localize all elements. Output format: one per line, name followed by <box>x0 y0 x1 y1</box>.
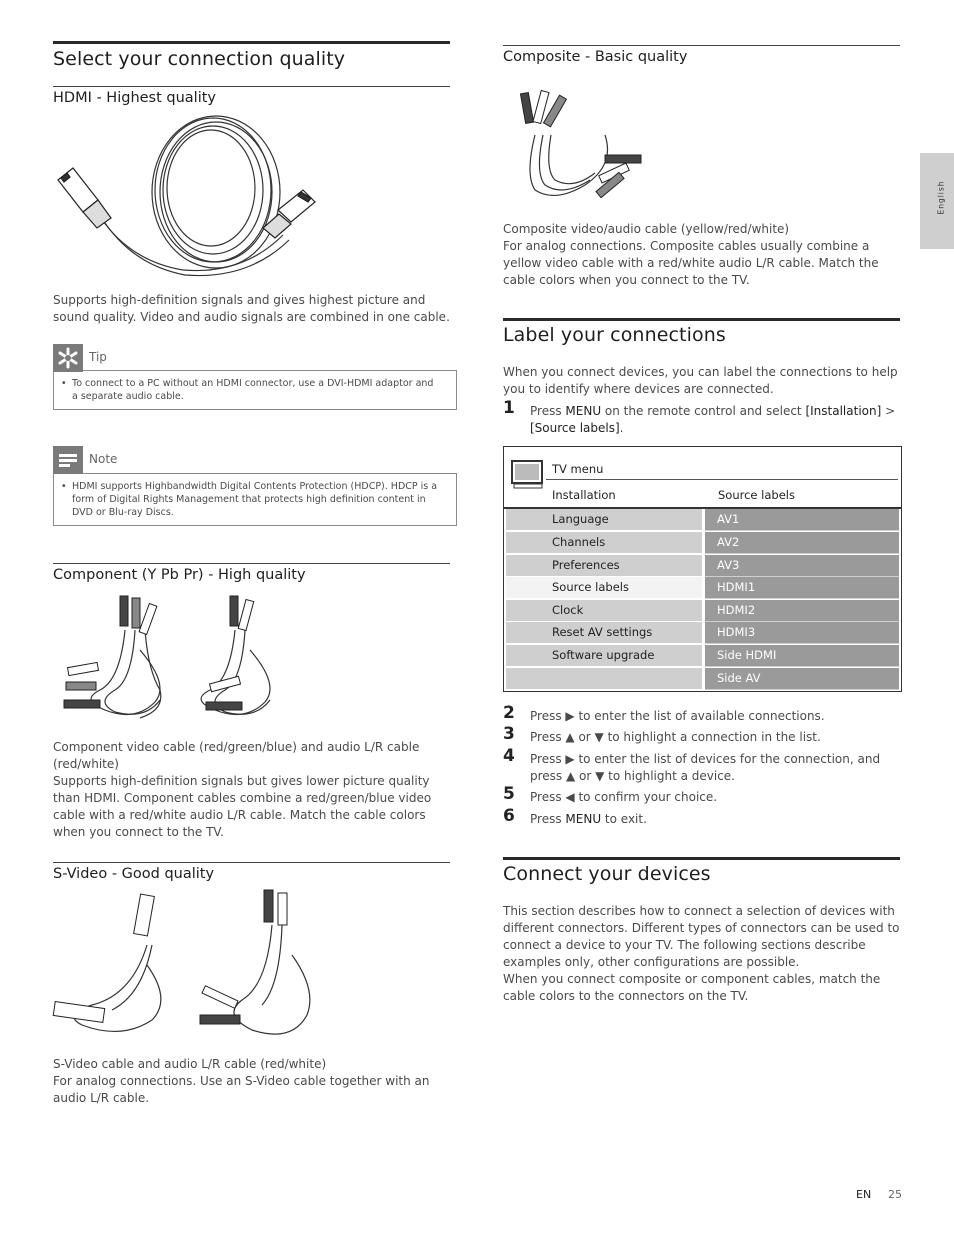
menu-title: TV menu <box>552 462 604 476</box>
svideo-description: S-Video cable and audio L/R cable (red/white) For analog connections. Use an S-Video cable together with an audio L/R cable. <box>53 1057 430 1105</box>
source-item-hdmi2[interactable]: HDMI2 <box>705 600 899 622</box>
source-item-side-hdmi[interactable]: Side HDMI <box>705 645 899 667</box>
source-item-av1[interactable]: AV1 <box>705 509 899 531</box>
hdmi-heading: HDMI - Highest quality <box>53 90 217 106</box>
composite-cable-illustration <box>515 85 650 205</box>
menu-item-empty <box>506 668 702 690</box>
note-label: Note <box>89 452 118 466</box>
step-5-text: Press ◀ to confirm your choice. <box>530 790 718 804</box>
composite-heading: Composite - Basic quality <box>503 49 688 65</box>
section-title-label: Label your connections <box>503 324 726 346</box>
source-item-av2[interactable]: AV2 <box>705 532 899 554</box>
connect-description: This section describes how to connect a selection of devices with different connectors. Different types of connectors can be used to connect a device to your TV. The following sections describe examples only, other configurations are possible. When you connect composite or component cables, match the cable colors to the connectors on the TV. <box>503 904 900 1003</box>
label-intro: When you connect devices, you can label the connections to help you to identify where devices are connected. <box>503 365 898 396</box>
subsection-rule <box>503 45 900 46</box>
page-number: 25 <box>888 1188 902 1201</box>
component-cable-illustration <box>60 590 310 725</box>
svideo-heading: S-Video - Good quality <box>53 866 215 882</box>
menu-item-language[interactable]: Language <box>506 509 702 531</box>
step-number: 6 <box>503 806 515 826</box>
menu-item-channels[interactable]: Channels <box>506 532 702 554</box>
component-heading: Component (Y Pb Pr) - High quality <box>53 567 306 583</box>
footer-language: EN <box>856 1188 872 1201</box>
menu-item-preferences[interactable]: Preferences <box>506 555 702 577</box>
section-rule <box>53 41 450 44</box>
tv-menu-panel <box>503 446 902 692</box>
section-rule <box>503 318 900 321</box>
subsection-rule <box>53 563 450 564</box>
tv-icon <box>510 459 546 491</box>
source-item-hdmi3[interactable]: HDMI3 <box>705 622 899 644</box>
subsection-rule <box>53 86 450 87</box>
source-item-hdmi1[interactable]: HDMI1 <box>705 577 899 599</box>
hdmi-description: Supports high-definition signals and gives highest picture and sound quality. Video and audio signals are combined in one cable. <box>53 293 450 324</box>
source-item-side-av[interactable]: Side AV <box>705 668 899 690</box>
note-icon <box>53 446 83 474</box>
svideo-cable-illustration <box>52 885 317 1045</box>
section-title-quality: Select your connection quality <box>53 48 346 70</box>
step-3-text: Press ▲ or ▼ to highlight a connection in the list. <box>530 730 821 744</box>
hdmi-cable-illustration <box>53 110 323 282</box>
step-2-text: Press ▶ to enter the list of available connections. <box>530 709 825 723</box>
source-item-av3[interactable]: AV3 <box>705 555 899 577</box>
step-number: 5 <box>503 784 515 804</box>
tip-label: Tip <box>89 350 107 364</box>
menu-item-clock[interactable]: Clock <box>506 600 702 622</box>
language-tab: English <box>920 153 954 249</box>
tip-icon <box>53 344 83 372</box>
step-number: 1 <box>503 398 515 418</box>
step-number: 2 <box>503 703 515 723</box>
menu-item-reset-av[interactable]: Reset AV settings <box>506 622 702 644</box>
menu-divider <box>546 479 898 480</box>
menu-breadcrumb-left: Installation <box>552 488 616 502</box>
note-text: • HDMI supports Highbandwidth Digital Contents Protection (HDCP). HDCP is a form of Digital Rights Management that protects high definition content in DVD or Blu-ray Discs. <box>61 481 438 518</box>
section-rule <box>503 857 900 860</box>
step-1-text: Press MENU on the remote control and select [Installation] > [Source labels]. <box>530 404 896 435</box>
step-number: 3 <box>503 724 515 744</box>
step-6-text: Press MENU to exit. <box>530 812 647 826</box>
section-title-connect: Connect your devices <box>503 863 711 885</box>
subsection-rule <box>53 862 450 863</box>
step-4-text: Press ▶ to enter the list of devices for the connection, and press ▲ or ▼ to highlight a device. <box>530 752 881 783</box>
component-description: Component video cable (red/green/blue) and audio L/R cable (red/white) Supports high-definition signals but gives lower picture quality than HDMI. Component cables combine a red/green/blue video cable with a red/white audio L/R cable. Match the cable colors when you connect to the TV. <box>53 740 432 839</box>
menu-item-source-labels[interactable]: Source labels <box>506 577 702 599</box>
step-number: 4 <box>503 746 515 766</box>
tip-text: • To connect to a PC without an HDMI connector, use a DVI-HDMI adaptor and a separate audio cable. <box>61 378 434 402</box>
menu-breadcrumb-right: Source labels <box>718 488 795 502</box>
menu-item-software-upgrade[interactable]: Software upgrade <box>506 645 702 667</box>
composite-description: Composite video/audio cable (yellow/red/white) For analog connections. Composite cables usually combine a yellow video cable with a red/white audio L/R cable. Match the cable colors when you connect to the TV. <box>503 222 879 287</box>
